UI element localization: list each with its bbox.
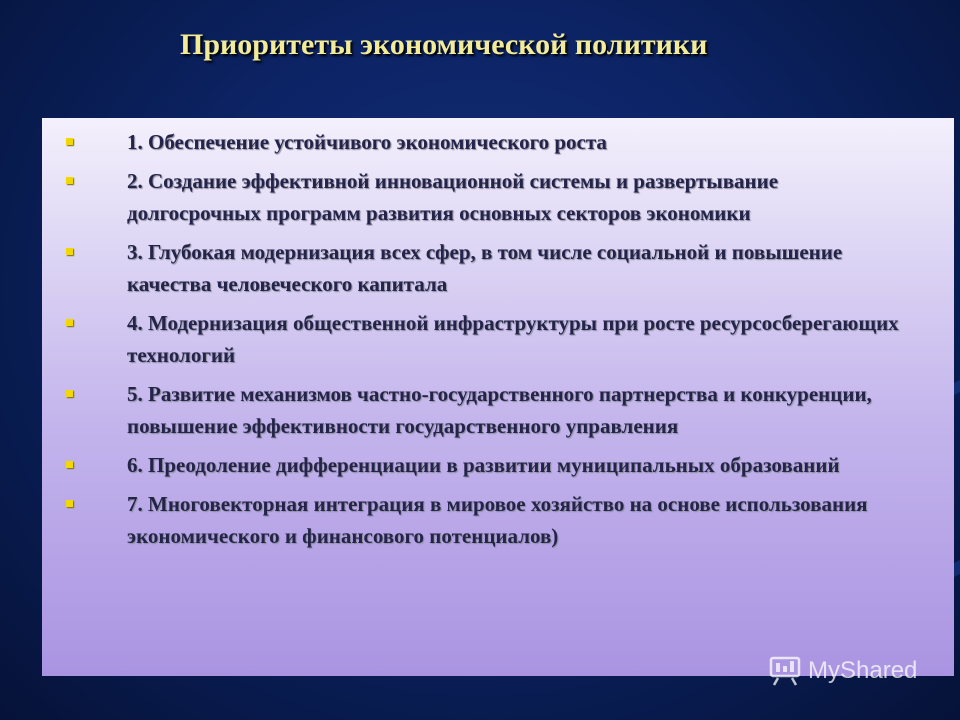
list-item (42, 236, 954, 300)
list-item (42, 449, 954, 481)
list-item (42, 307, 954, 371)
priority-list (42, 118, 954, 552)
list-item (42, 165, 954, 229)
list-item (42, 126, 954, 158)
square-bullet-icon (66, 390, 73, 397)
square-bullet-icon (66, 177, 73, 184)
list-item-text: 6. Преодоление дифференциации в развитии муниципальных образований (127, 453, 840, 477)
list-item-text: 1. Обеспечение устойчивого экономического роста (127, 130, 607, 154)
slide-title: Приоритеты экономической политики (180, 28, 708, 61)
list-item-text: 7. Многовекторная интеграция в мировое хозяйство на основе использования экономического и финансового потенциалов) (127, 492, 868, 548)
presentation-board-icon (768, 656, 802, 686)
list-item-text: 3. Глубокая модернизация всех сфер, в том числе социальной и повышение качества человеческого капитала (127, 240, 843, 296)
list-item (42, 488, 954, 552)
square-bullet-icon (66, 319, 73, 326)
square-bullet-icon (66, 500, 73, 507)
list-item (42, 378, 954, 442)
watermark-text: MyShared (808, 657, 918, 684)
square-bullet-icon (66, 138, 73, 145)
square-bullet-icon (66, 461, 73, 468)
list-item-text: 2. Создание эффективной инновационной системы и развертывание долгосрочных программ развития основных секторов экономики (127, 169, 779, 225)
watermark (768, 656, 917, 686)
list-item-text: 4. Модернизация общественной инфраструктуры при росте ресурсосберегающих технологий (127, 311, 899, 367)
content-panel (42, 118, 954, 676)
list-item-text: 5. Развитие механизмов частно-государственного партнерства и конкуренции, повышение эффективности государственного управления (127, 382, 872, 438)
square-bullet-icon (66, 248, 73, 255)
